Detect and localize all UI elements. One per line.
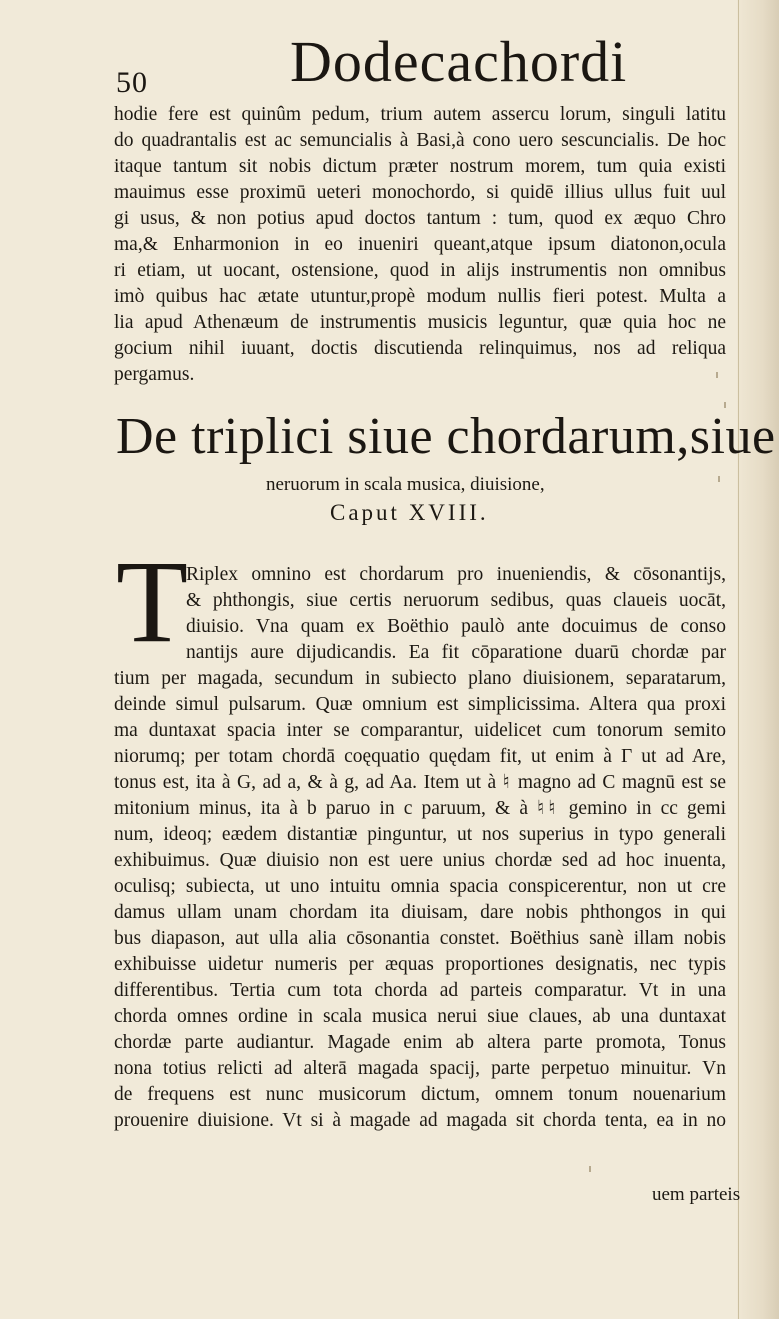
page-number: 50: [116, 66, 148, 99]
paper-speck: [589, 1166, 591, 1172]
text-line: & phthongis, siue certis neruorum sedibus, quas claueis uocāt,: [186, 590, 726, 611]
paper-speck: [718, 476, 720, 482]
page-gutter-line: [738, 0, 739, 1319]
text-line: nantijs aure dijudicandis. Ea fit cōparatione duarū chordæ par: [186, 642, 726, 663]
text-line: ma duntaxat spacia inter se comparantur, uidelicet cum tonorum semito: [114, 720, 726, 741]
chapter-title: De triplici siue chordarum,siue: [116, 408, 776, 465]
text-line: exhibuimus. Quæ diuisio non est uere unius chordæ sed ad hoc inuenta,: [114, 850, 726, 871]
text-line: ri etiam, ut uocant, ostensione, quod in alijs instrumentis non omnibus: [114, 260, 726, 281]
text-line: bus diapason, aut ulla alia cōsonantia constet. Boëthius sanè illam nobis: [114, 928, 726, 949]
text-line: exhibuisse uidetur numeris per æquas proportiones designatis, nec typis: [114, 954, 726, 975]
text-line: ma,& Enharmonion in eo inueniri queant,atque ipsum diatonon,ocula: [114, 234, 726, 255]
paragraph-2: [114, 562, 726, 1134]
page-edge: [737, 0, 779, 1319]
text-line: chordæ parte audiantur. Magade enim ab altera parte promota, Tonus: [114, 1032, 726, 1053]
text-line: diuisio. Vna quam ex Boëthio paulò ante docuimus de conso: [186, 616, 726, 637]
catchword: uem parteis: [652, 1184, 741, 1205]
paragraph-1: [114, 102, 726, 388]
text-line: tium per magada, secundum in subiecto plano diuisionem, separatarum,: [114, 668, 726, 689]
text-line: num, ideoq; eædem distantiæ pinguntur, ut nos superius in typo generali: [114, 824, 726, 845]
text-line: tonus est, ita à G, ad a, & à g, ad Aa. Item ut à ♮ magno ad C magnū est se: [114, 772, 726, 793]
text-line: hodie fere est quinûm pedum, trium autem assercu lorum, singuli latitu: [114, 104, 726, 125]
text-line: pergamus.: [114, 364, 195, 385]
chapter-number: Caput XVIII.: [330, 500, 489, 525]
text-line: oculisq; subiecta, ut uno intuitu omnia spacia conspicerentur, non ut cre: [114, 876, 726, 897]
text-line: de frequens est nunc musicorum dictum, omnem tonum nouenarium: [114, 1084, 726, 1105]
text-line: damus ullam unam chordam ita diuisam, dare nobis phthongos in qui: [114, 902, 726, 923]
running-head: Dodecachordi: [290, 29, 628, 94]
paper-speck: [724, 402, 726, 408]
text-line: differentibus. Tertia cum tota chorda ad parteis comparatur. Vt in una: [114, 980, 726, 1001]
text-line: lia apud Athenæum de instrumentis musicis leguntur, quæ quia hoc ne: [114, 312, 726, 333]
text-line: Riplex omnino est chordarum pro inueniendis, & cōsonantijs,: [186, 564, 726, 585]
text-line: gocium nihil iuuant, doctis discutienda relinquimus, nos ad reliqua: [114, 338, 726, 359]
text-line: gi usus, & non potius apud doctos tantum : tum, quod ex æquo Chro: [114, 208, 726, 229]
drop-cap-initial: T: [116, 536, 189, 667]
text-line: imò quibus hac ætate utuntur,propè modum nullis fieri potest. Multa a: [114, 286, 726, 307]
chapter-subtitle: neruorum in scala musica, diuisione,: [266, 474, 545, 495]
paper-speck: [716, 372, 718, 378]
text-line: prouenire diuisione. Vt si à magade ad magada sit chorda tenta, ea in no: [114, 1110, 726, 1131]
text-line: chorda omnes ordine in scala musica nerui siue claues, ab una duntaxat: [114, 1006, 726, 1027]
text-line: deinde simul pulsarum. Quæ omnium est simplicissima. Altera qua proxi: [114, 694, 726, 715]
text-line: nona totius relicti ad alterā magada spacij, parte perpetuo minuitur. Vn: [114, 1058, 726, 1079]
text-line: mauimus esse proximū ueteri monochordo, si quidē illius ullus fuit uul: [114, 182, 726, 203]
text-line: mitonium minus, ita à b paruo in c paruum, & à ♮♮ gemino in cc gemi: [114, 798, 726, 819]
text-line: do quadrantalis est ac semuncialis à Basi,à cono uero sescuncialis. De hoc: [114, 130, 726, 151]
text-line: niorumq; per totam chordā coęquatio quędam fit, ut enim à Γ ut ad Are,: [114, 746, 726, 767]
text-line: itaque tantum sit nobis dictum præter nostrum morem, tum quia existi: [114, 156, 726, 177]
